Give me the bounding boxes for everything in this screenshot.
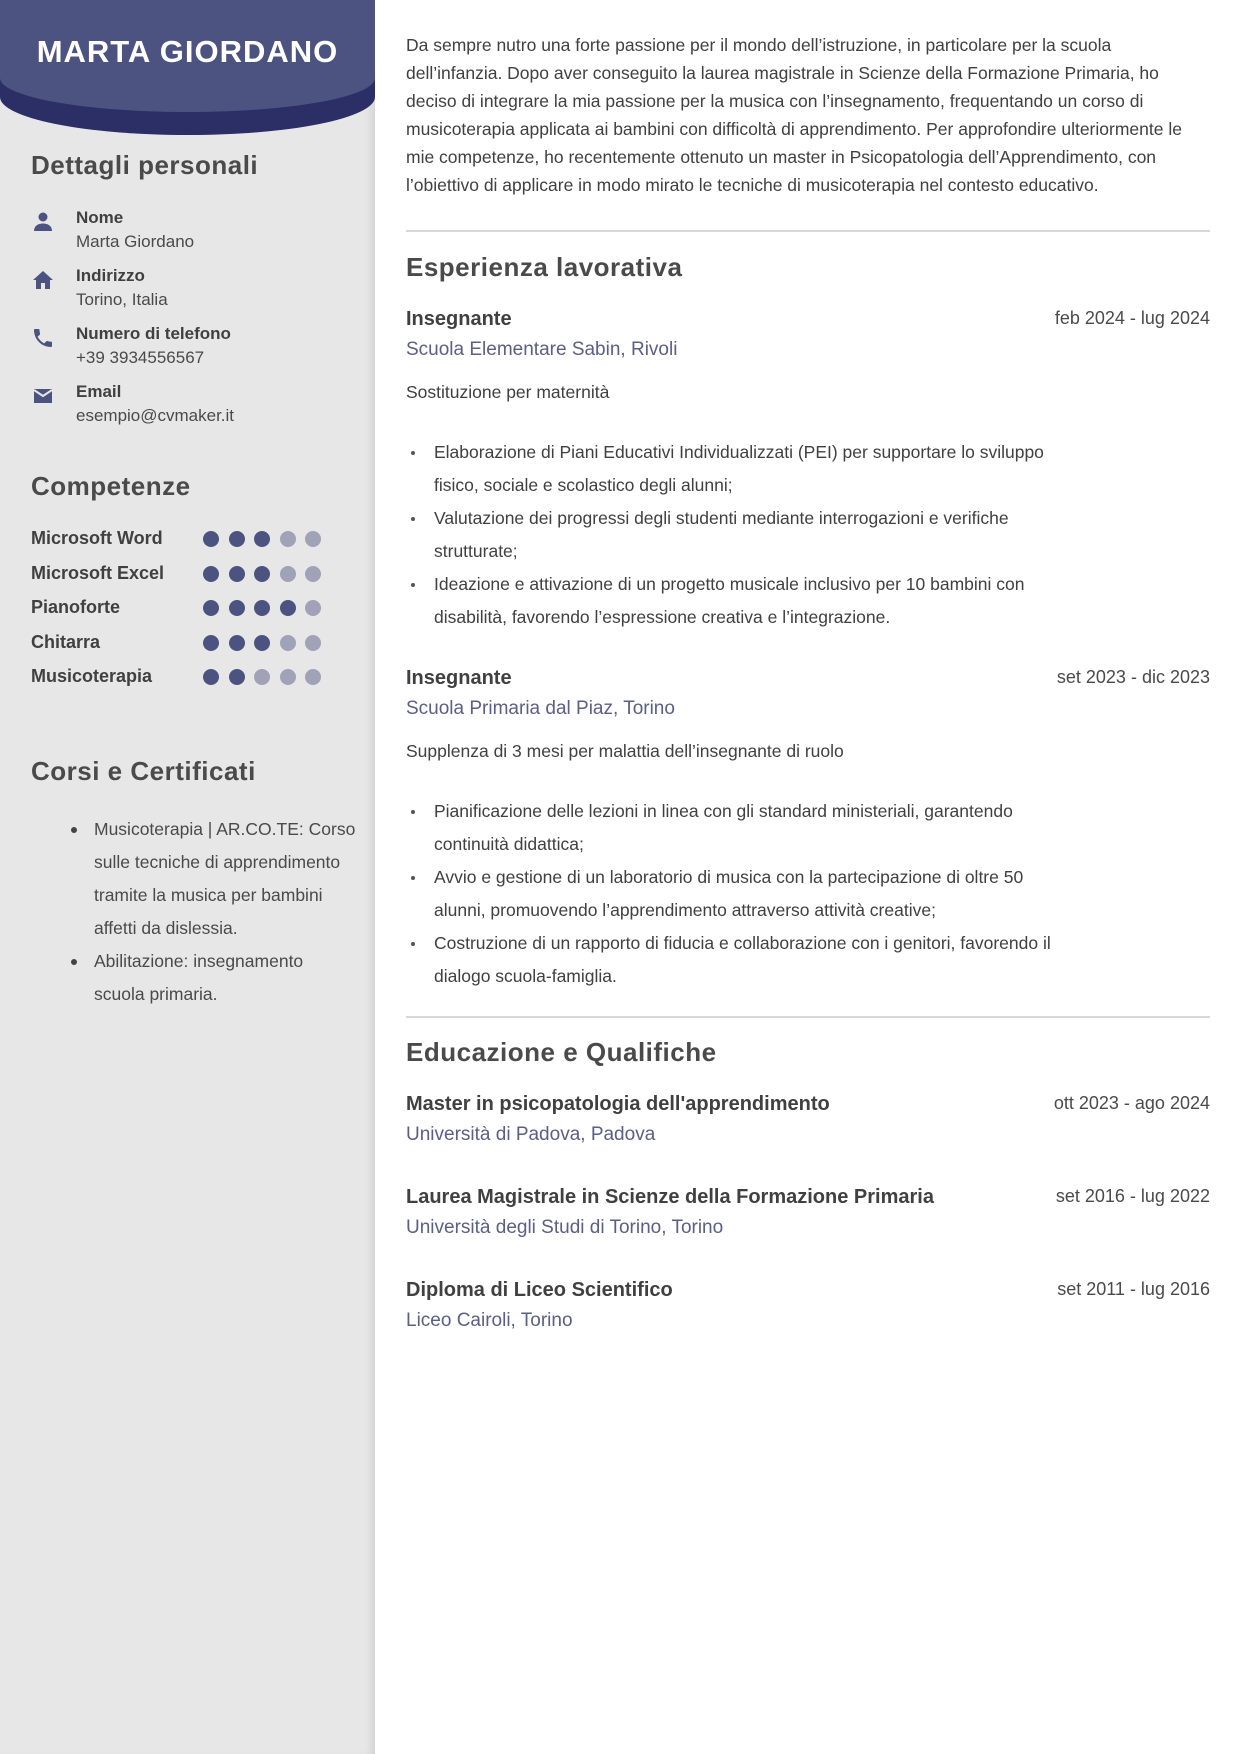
detail-phone	[31, 324, 361, 374]
course-item: Abilitazione: insegnamento scuola primaria.	[94, 945, 356, 1011]
skill-dot-empty	[280, 635, 296, 651]
bullet-item: Ideazione e attivazione di un progetto musicale inclusivo per 10 bambini con disabilità, favorendo l’espressione creativa e l’integrazione.	[434, 568, 1074, 634]
bullet-item: Costruzione di un rapporto di fiducia e collaborazione con i genitori, favorendo il dialogo scuola-famiglia.	[434, 927, 1074, 993]
skill-dot-filled	[229, 600, 245, 616]
education-date: set 2016 - lug 2022	[1055, 1186, 1210, 1206]
divider	[406, 1016, 1210, 1018]
courses-list	[94, 813, 356, 1011]
person-icon	[31, 210, 55, 234]
skill-dot-empty	[305, 600, 321, 616]
skill-dot-empty	[280, 566, 296, 582]
skill-dot-filled	[203, 531, 219, 547]
sidebar	[0, 0, 375, 1754]
personal-details-title: Dettagli personali	[31, 150, 259, 180]
skill-name: Microsoft Word	[31, 528, 163, 548]
courses-title: Corsi e Certificati	[31, 756, 256, 786]
skill-dot-filled	[203, 635, 219, 651]
bullet-item: Elaborazione di Piani Educativi Individualizzati (PEI) per supportare lo sviluppo fisico, sociale e scolastico degli alunni;	[434, 436, 1074, 502]
home-icon	[31, 268, 55, 292]
skill-dot-empty	[254, 669, 270, 685]
job-date: set 2023 - dic 2023	[1056, 667, 1210, 687]
job-date: feb 2024 - lug 2024	[1054, 308, 1210, 328]
skill-dot-filled	[229, 531, 245, 547]
skill-dot-filled	[229, 635, 245, 651]
skill-row	[31, 597, 331, 623]
education-title-item: Diploma di Liceo Scientifico	[406, 1279, 673, 1301]
skill-dot-empty	[280, 669, 296, 685]
skill-dot-filled	[203, 566, 219, 582]
education-institution: Liceo Cairoli, Torino	[406, 1310, 573, 1331]
skill-dot-filled	[254, 566, 270, 582]
skills-title: Competenze	[31, 471, 191, 501]
detail-value: esempio@cvmaker.it	[76, 406, 235, 425]
skill-row	[31, 528, 331, 554]
job-description: Supplenza di 3 mesi per malattia dell’insegnante di ruolo	[406, 741, 844, 761]
skill-row	[31, 563, 331, 589]
skill-dot-filled	[203, 600, 219, 616]
education-title-item: Master in psicopatologia dell'apprendimento	[406, 1093, 830, 1115]
skill-dot-filled	[203, 669, 219, 685]
skill-dot-filled	[280, 600, 296, 616]
skill-dot-filled	[254, 531, 270, 547]
detail-value: +39 3934556567	[76, 348, 205, 367]
education-institution: Università di Padova, Padova	[406, 1124, 656, 1145]
course-item: Musicoterapia | AR.CO.TE: Corso sulle tecniche di apprendimento tramite la musica per bambini affetti da dislessia.	[94, 813, 356, 945]
mail-icon	[31, 384, 55, 408]
skill-name: Microsoft Excel	[31, 562, 165, 583]
skill-row	[31, 666, 331, 692]
skill-name: Chitarra	[31, 631, 101, 652]
job-title: Insegnante	[406, 667, 512, 689]
education-date: ott 2023 - ago 2024	[1053, 1093, 1210, 1113]
experience-title: Esperienza lavorativa	[406, 252, 683, 282]
bullet-item: Pianificazione delle lezioni in linea con gli standard ministeriali, garantendo continuità didattica;	[434, 795, 1074, 861]
education-date: set 2011 - lug 2016	[1057, 1279, 1210, 1299]
candidate-name: MARTA GIORDANO	[36, 34, 339, 69]
detail-address	[31, 266, 361, 316]
skill-dot-empty	[305, 669, 321, 685]
skill-name: Pianoforte	[31, 597, 121, 617]
skill-name: Musicoterapia	[31, 666, 153, 686]
detail-label: Numero di telefono	[76, 324, 231, 343]
skill-dot-empty	[305, 531, 321, 547]
job-organization: Scuola Primaria dal Piaz, Torino	[406, 698, 675, 719]
skill-dot-empty	[305, 566, 321, 582]
job-organization: Scuola Elementare Sabin, Rivoli	[406, 339, 678, 360]
profile-summary: Da sempre nutro una forte passione per il mondo dell’istruzione, in particolare per la scuola dell’infanzia. Dopo aver conseguito la laurea magistrale in Scienze della Formazione Primaria, ho deciso di integrare la mia passione per la musica con l’insegnamento, frequentando un corso di musicoterapia applicata ai bambini con difficoltà di apprendimento. Per approfondire ulteriormente le mie competenze, ho recentemente ottenuto un master in Psicopatologia dell’Apprendimento, con l’obiettivo di applicare in modo mirato le tecniche di musicoterapia nel contesto educativo.	[406, 35, 1182, 195]
divider	[406, 230, 1210, 232]
detail-value: Marta Giordano	[76, 232, 195, 251]
name-banner	[0, 0, 375, 135]
job-description: Sostituzione per maternità	[406, 382, 610, 402]
detail-name	[31, 208, 361, 258]
skill-dot-filled	[254, 600, 270, 616]
job-bullets	[434, 436, 1074, 634]
education-institution: Università degli Studi di Torino, Torino	[406, 1217, 724, 1238]
phone-icon	[31, 326, 55, 350]
detail-label: Indirizzo	[76, 266, 145, 285]
skill-dot-filled	[229, 566, 245, 582]
education-title-item: Laurea Magistrale in Scienze della Formazione Primaria	[406, 1186, 934, 1208]
skill-dot-empty	[305, 635, 321, 651]
skill-dot-filled	[229, 669, 245, 685]
job-title: Insegnante	[406, 308, 512, 330]
detail-label: Nome	[76, 208, 124, 227]
detail-label: Email	[76, 382, 122, 401]
bullet-item: Valutazione dei progressi degli studenti mediante interrogazioni e verifiche strutturate;	[434, 502, 1074, 568]
detail-value: Torino, Italia	[76, 290, 168, 309]
skill-dot-empty	[280, 531, 296, 547]
job-bullets	[434, 795, 1074, 993]
education-title: Educazione e Qualifiche	[406, 1037, 717, 1067]
detail-email	[31, 382, 361, 432]
skill-dot-filled	[254, 635, 270, 651]
skill-row	[31, 632, 331, 658]
bullet-item: Avvio e gestione di un laboratorio di musica con la partecipazione di oltre 50 alunni, promuovendo l’apprendimento attraverso attività creative;	[434, 861, 1074, 927]
